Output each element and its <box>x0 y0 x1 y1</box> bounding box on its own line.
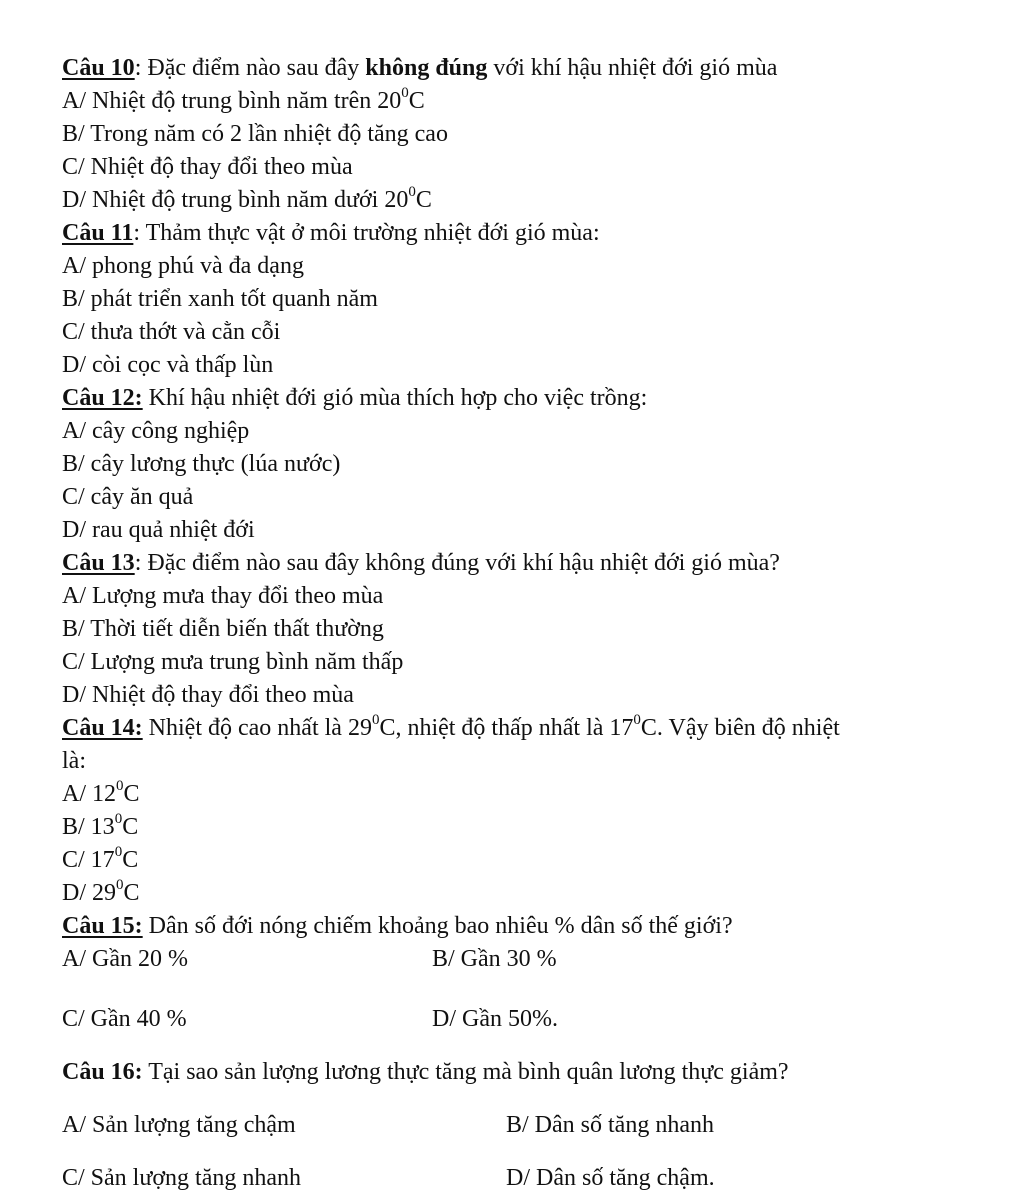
superscript-degree: 0 <box>371 712 380 728</box>
question-12-option-c: C/ cây ăn quả <box>62 484 194 510</box>
question-12-text: Khí hậu nhiệt đới gió mùa thích hợp cho việc trồng: <box>142 385 648 411</box>
option-unit: C <box>123 781 140 807</box>
question-16-option-a: A/ Sản lượng tăng chậm <box>62 1112 296 1138</box>
spacer <box>62 976 1012 1003</box>
question-12 <box>62 382 1012 415</box>
question-15 <box>62 910 1012 943</box>
question-14-text-a: Nhiệt độ cao nhất là 29 <box>142 715 372 741</box>
question-10-text-b: với khí hậu nhiệt đới gió mùa <box>487 55 778 81</box>
question-16-option-c: C/ Sản lượng tăng nhanh <box>62 1165 302 1191</box>
superscript-degree: 0 <box>401 85 409 101</box>
option-text: D/ Nhiệt độ trung bình năm dưới 20 <box>62 187 409 213</box>
question-11-text: : Thảm thực vật ở môi trường nhiệt đới gió mùa: <box>133 220 600 246</box>
question-12-label: Câu 12: <box>62 385 143 411</box>
spacer <box>62 1036 1012 1056</box>
question-13-text: : Đặc điểm nào sau đây không đúng với khí hậu nhiệt đới gió mùa? <box>134 550 780 576</box>
question-16-option-b: B/ Dân số tăng nhanh <box>506 1112 714 1138</box>
exam-page <box>62 52 1012 1195</box>
question-10-option-b: B/ Trong năm có 2 lần nhiệt độ tăng cao <box>62 121 448 147</box>
question-16-options-row-2 <box>62 1162 1012 1195</box>
question-11-option-d: D/ còi cọc và thấp lùn <box>62 352 274 378</box>
option-unit: C <box>415 187 432 213</box>
question-14-text-c: C. Vậy biên độ nhiệt <box>640 715 840 741</box>
superscript-degree: 0 <box>116 778 124 794</box>
question-13-label: Câu 13 <box>62 550 135 576</box>
question-16-options-row-1 <box>62 1109 1012 1142</box>
option-text: C/ 17 <box>62 847 115 873</box>
superscript-degree: 0 <box>114 811 123 827</box>
option-unit: C <box>122 847 139 873</box>
spacer <box>62 1089 1012 1109</box>
question-11-option-a: A/ phong phú và đa dạng <box>62 253 304 279</box>
question-16 <box>62 1056 1012 1089</box>
question-15-option-b: B/ Gần 30 % <box>432 946 557 972</box>
question-14-continuation: là: <box>62 748 86 774</box>
question-12-option-d: D/ rau quả nhiệt đới <box>62 517 255 543</box>
option-text: A/ 12 <box>62 781 116 807</box>
question-10 <box>62 52 1012 85</box>
question-13-option-a: A/ Lượng mưa thay đổi theo mùa <box>62 583 384 609</box>
spacer <box>62 1142 1012 1162</box>
superscript-degree: 0 <box>408 184 416 200</box>
option-unit: C <box>122 814 139 840</box>
question-11 <box>62 217 1012 250</box>
question-10-option-d <box>62 184 1012 217</box>
question-12-option-b: B/ cây lương thực (lúa nước) <box>62 451 341 477</box>
question-11-option-b: B/ phát triển xanh tốt quanh năm <box>62 286 378 312</box>
question-10-text-bold: không đúng <box>365 55 488 81</box>
question-16-label: Câu 16: <box>62 1059 143 1085</box>
question-14-text-b: C, nhiệt độ thấp nhất là 17 <box>379 715 634 741</box>
question-15-option-a: A/ Gần 20 % <box>62 946 188 972</box>
question-16-option-d: D/ Dân số tăng chậm. <box>506 1165 715 1191</box>
question-15-options-row-1 <box>62 943 1012 976</box>
superscript-degree: 0 <box>114 844 123 860</box>
question-12-option-a: A/ cây công nghiệp <box>62 418 250 444</box>
question-15-label: Câu 15: <box>62 913 143 939</box>
option-unit: C <box>408 88 425 114</box>
question-14-label: Câu 14: <box>62 715 143 741</box>
question-10-text-a: : Đặc điểm nào sau đây <box>134 55 366 81</box>
question-14-option-a <box>62 778 1012 811</box>
question-13-option-b: B/ Thời tiết diễn biến thất thường <box>62 616 384 642</box>
option-unit: C <box>123 880 140 906</box>
question-14-option-c <box>62 844 1012 877</box>
question-11-option-c: C/ thưa thớt và cằn cỗi <box>62 319 281 345</box>
question-14-option-d <box>62 877 1012 910</box>
question-13-option-d: D/ Nhiệt độ thay đổi theo mùa <box>62 682 354 708</box>
option-text: D/ 29 <box>62 880 116 906</box>
question-15-option-d: D/ Gần 50%. <box>432 1006 558 1032</box>
superscript-degree: 0 <box>633 712 641 728</box>
question-14 <box>62 712 1012 745</box>
question-13 <box>62 547 1012 580</box>
question-11-label: Câu 11 <box>62 220 134 246</box>
question-10-option-c: C/ Nhiệt độ thay đổi theo mùa <box>62 154 353 180</box>
question-15-text: Dân số đới nóng chiếm khoảng bao nhiêu % dân số thế giới? <box>142 913 733 939</box>
question-15-options-row-2 <box>62 1003 1012 1036</box>
option-text: A/ Nhiệt độ trung bình năm trên 20 <box>62 88 402 114</box>
question-13-option-c: C/ Lượng mưa trung bình năm thấp <box>62 649 404 675</box>
question-16-text: Tại sao sản lượng lương thực tăng mà bình quân lương thực giảm? <box>142 1059 789 1085</box>
superscript-degree: 0 <box>116 877 124 893</box>
question-10-label: Câu 10 <box>62 55 135 81</box>
question-14-option-b <box>62 811 1012 844</box>
question-15-option-c: C/ Gần 40 % <box>62 1006 187 1032</box>
option-text: B/ 13 <box>62 814 115 840</box>
question-10-option-a <box>62 85 1012 118</box>
